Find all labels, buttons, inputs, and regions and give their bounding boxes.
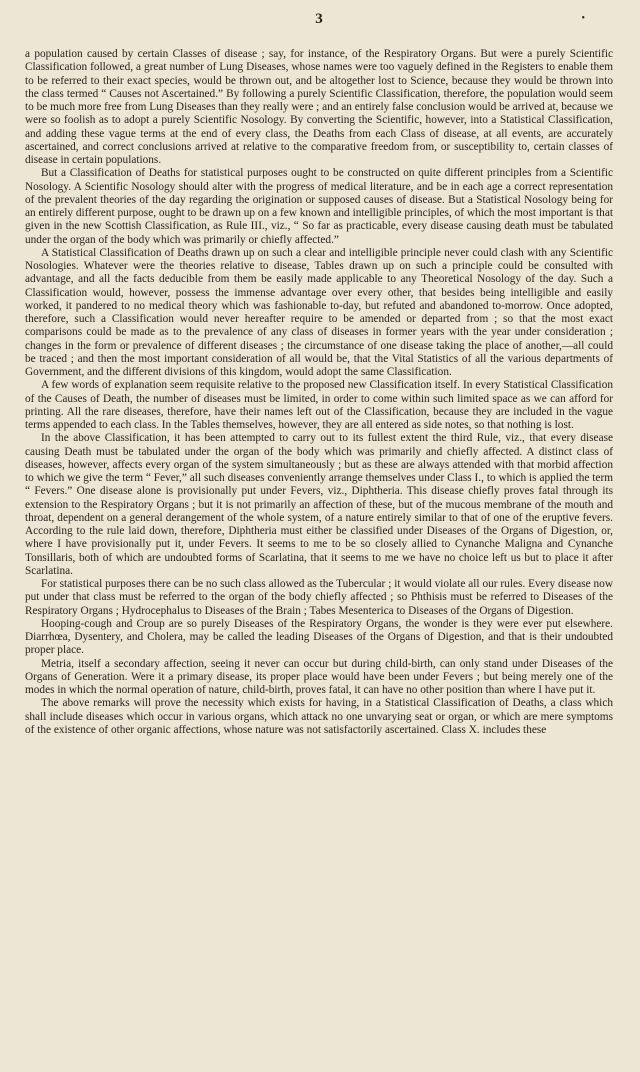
paragraph: In the above Classification, it has been attempted to carry out to its fullest extent the third Rule, viz., that every disease causing Death must be tabulated under the organ of the body which was primarily and chiefly affected. A distinct class of diseases, however, affects every organ of the system simultaneously ; but as these are always attended with that morbid affection to which we give the term “ Fever,” all such diseases conveniently arrange themselves under Class I., to which is applied the term “ Fevers.” One disease alone is provisionally put under Fevers, viz., Diphtheria. This disease chiefly proves fatal through its extension to the Respiratory Organs ; but it is not primarily an affection of these, but of the mucous membrane of the mouth and throat, dependent on a general derangement of the whole system, of a nature entirely similar to that of one of the eruptive fevers. According to the rule laid down, therefore, Diphtheria must either be classified under Diseases of the Organs of Digestion, or, where I have provisionally put it, under Fevers. It seems to me to be so closely allied to Cynanche Maligna and Cynanche Tonsillaris, both of which are undoubted forms of Scarlatina, that it seems to me we have no choice left us but to place it after Scarlatina. [25, 432, 613, 577]
paragraph: Metria, itself a secondary affection, seeing it never can occur but during child-birth, can only stand under Diseases of the Organs of Generation. Were it a primary disease, its proper place would have been under Fevers ; but being merely one of the modes in which the normal operation of nature, child-birth, proves fatal, it can have no other position than where I have put it. [25, 657, 613, 696]
paragraph: For statistical purposes there can be no such class allowed as the Tubercular ; it would violate all our rules. Every disease now put under that class must be referred to the organ of the body chiefly affected ; so Phthisis must be referred to Diseases of the Respiratory Organs ; Hydrocephalus to Diseases of the Brain ; Tabes Mesenterica to Diseases of the Organs of Digestion. [25, 578, 613, 617]
paragraph: The above remarks will prove the necessity which exists for having, in a Statistical Classification of Deaths, a class which shall include diseases which occur in various organs, which attack no one unvarying seat or organ, or which are mere symptoms of the existence of other organic affections, whose nature was not satisfactorily ascertained. Class X. includes these [25, 697, 613, 736]
paragraph: A few words of explanation seem requisite relative to the proposed new Classification itself. In every Statistical Classification of the Causes of Death, the number of diseases must be limited, in order to come within such limited space as we can afford for printing. All the rare diseases, therefore, have their names left out of the Classification, because they are included in the vague terms appended to each class. In the Tables themselves, however, they are all entered as side notes, so that nothing is lost. [25, 379, 613, 431]
paragraph: But a Classification of Deaths for statistical purposes ought to be constructed on quite different principles from a Scientific Nosology. A Scientific Nosology should alter with the progress of medical literature, and be in each age a correct representation of the prevalent theories of the day regarding the origination or supposed causes of disease. But a Statistical Nosology being for an entirely different purpose, ought to be drawn up on a few known and intelligible principles, of which the most important is that given in the new Scottish Classification, as Rule III., viz., “ So far as practicable, every disease causing death must be tabulated under the organ of the body which was primarily or chiefly affected.” [25, 167, 613, 246]
paragraph: a population caused by certain Classes of disease ; say, for instance, of the Respiratory Organs. But were a purely Scientific Classification followed, a great number of Lung Diseases, whose names were too vaguely defined in the Registers to enable them to be referred to their exact species, would be thrown out, and be altogether lost to Science, because they would be thrown into the class termed “ Causes not Ascertained.” By following a purely Scientific Classification, therefore, the population would seem to be much more free from Lung Diseases than they really were ; and an entirely false conclusion would be arrived at, because we were so foolish as to adopt a purely Scientific Nosology. By converting the Scientific, however, into a Statistical Classification, and adding these vague terms at the end of every class, the Deaths from each Class of disease, at all events, are accurately ascertained, and correct conclusions arrived at relative to the comparative freedom from, or susceptibility to, certain classes of disease in certain populations. [25, 48, 613, 166]
page-mark: • [581, 13, 585, 24]
paragraph: A Statistical Classification of Deaths drawn up on such a clear and intelligible principle never could clash with any Scientific Nosologies. Whatever were the theories relative to disease, Tables drawn up on such a principle could be consulted with advantage, and all the facts deducible from them be easily made applicable to any Theoretical Nosology of the day. Such a Classification would, however, possess the immense advantage over every other, that besides being intelligible and easily worked, it pandered to no medical theory which was fashionable to-day, but refuted and abandoned to-morrow. Once adopted, therefore, such a Classification would never hereafter require to be amended or departed from ; so that the most exact comparisons could be made as to the prevalence of any class of diseases in former years with the year under consideration ; changes in the form or prevalence of different diseases ; the circumstance of one disease taking the place of another,—all could be traced ; and then the most important consideration of all would be, that the Vital Statistics of all the various departments of Government, and the different divisions of this kingdom, would adopt the same Classification. [25, 246, 613, 378]
body-text [25, 48, 613, 737]
page-number: 3 [315, 11, 323, 27]
paragraph: Hooping-cough and Croup are so purely Diseases of the Respiratory Organs, the wonder is they were ever put elsewhere. Diarrhœa, Dysentery, and Cholera, may be called the leading Diseases of the Organs of Digestion, and that is their undoubted proper place. [25, 617, 613, 657]
